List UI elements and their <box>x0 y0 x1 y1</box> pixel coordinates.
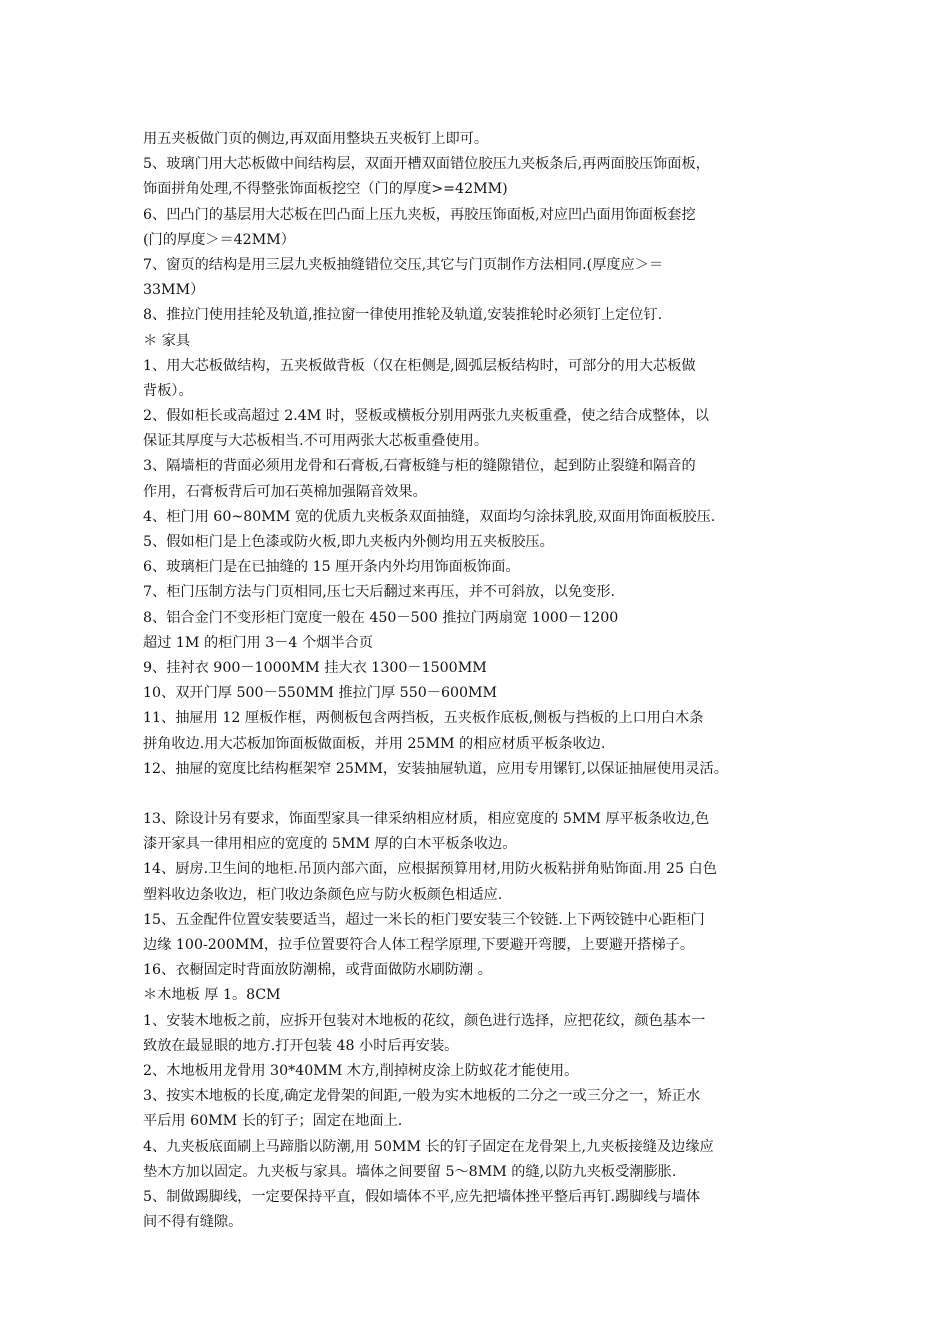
text-line: 致放在最显眼的地方.打开包装 48 小时后再安装。 <box>143 1037 459 1054</box>
text-line: 15、五金配件位置安装要适当，超过一米长的柜门要安装三个铰链.上下两铰链中心距柜门 <box>143 911 705 928</box>
text-line: 5、玻璃门用大芯板做中间结构层，双面开槽双面错位胶压九夹板条后,再两面胶压饰面板， <box>143 156 710 173</box>
text-line: 5、假如柜门是上色漆或防火板,即九夹板内外侧均用五夹板胶压。 <box>143 534 554 550</box>
text-line: 4、九夹板底面刷上马蹄脂以防潮,用 50MM 长的钉子固定在龙骨架上,九夹板接缝及边缘应 <box>143 1138 714 1155</box>
text-line: (门的厚度＞＝42MM） <box>143 231 295 248</box>
text-line: 1、用大芯板做结构，五夹板做背板（仅在柜侧是,圆弧层板结构时，可部分的用大芯板做 <box>143 357 696 374</box>
text-line: 拼角收边.用大芯板加饰面板做面板，并用 25MM 的相应材质平板条收边. <box>143 735 606 752</box>
section-heading-furniture: ＊ 家具 <box>143 332 191 349</box>
document-body <box>143 127 823 1235</box>
text-line: 2、木地板用龙骨用 30*40MM 木方,削掉树皮涂上防蚁花才能使用。 <box>143 1062 579 1079</box>
text-line: 7、柜门压制方法与门页相同,压七天后翻过来再压，并不可斜放，以免变形. <box>143 584 616 601</box>
text-line: 漆开家具一律用相应的宽度的 5MM 厚的白木平板条收边。 <box>143 836 517 853</box>
text-line: 4、柜门用 60~80MM 宽的优质九夹板条双面抽缝，双面均匀涂抹乳胶,双面用饰面板胶压. <box>143 508 716 525</box>
text-line: 背板）。 <box>143 382 193 399</box>
text-line: 14、厨房.卫生间的地柜.吊顶内部六面，应根据预算用材,用防火板粘拼角贴饰面.用 25 白色 <box>143 861 717 878</box>
text-line: 33MM） <box>143 282 205 299</box>
text-line: 间不得有缝隙。 <box>143 1214 243 1231</box>
text-line: 边缘 100-200MM，拉手位置要符合人体工程学原理,下要避开弯腰，上要避开搭梯子。 <box>143 937 695 953</box>
text-line: 垫木方加以固定。九夹板与家具。墙体之间要留 5～8MM 的缝,以防九夹板受潮膨胀. <box>143 1163 677 1180</box>
blank-line <box>143 782 823 807</box>
text-line: 平后用 60MM 长的钉子；固定在地面上. <box>143 1113 403 1130</box>
text-line: 5、制做踢脚线，一定要保持平直，假如墙体不平,应先把墙体挫平整后再钉.踢脚线与墙体 <box>143 1188 701 1205</box>
section-heading-wood-floor: ＊木地板 厚 1。8CM <box>143 987 281 1004</box>
text-line: 1、安装木地板之前，应拆开包装对木地板的花纹，颜色进行选择，应把花纹，颜色基本一 <box>143 1012 706 1029</box>
text-line: 3、隔墙柜的背面必须用龙骨和石膏板,石膏板缝与柜的缝隙错位，起到防止裂缝和隔音的 <box>143 458 696 475</box>
text-line: 6、玻璃柜门是在已抽缝的 15 厘开条内外均用饰面板饰面。 <box>143 559 520 576</box>
text-line: 12、抽屉的宽度比结构框架窄 25MM，安装抽屉轨道，应用专用镙钉,以保证抽屉使用灵活。 <box>143 760 728 777</box>
text-line: 超过 1M 的柜门用 3－4 个烟半合页 <box>143 634 373 651</box>
text-line: 3、按实木地板的长度,确定龙骨架的间距,一般为实木地板的二分之一或三分之一，矫正水 <box>143 1088 701 1105</box>
text-line: 11、抽屉用 12 厘板作框，两侧板包含两挡板，五夹板作底板,侧板与挡板的上口用白木条 <box>143 710 704 727</box>
text-line: 8、推拉门使用挂轮及轨道,推拉窗一律使用推轮及轨道,安装推轮时必须钉上定位钉. <box>143 307 663 324</box>
text-line: 6、凹凸门的基层用大芯板在凹凸面上压九夹板，再胶压饰面板,对应凹凸面用饰面板套挖 <box>143 206 696 223</box>
text-line: 塑料收边条收边，柜门收边条颜色应与防火板颜色相适应. <box>143 886 503 903</box>
text-line: 10、双开门厚 500－550MM 推拉门厚 550－600MM <box>143 685 498 702</box>
text-line: 2、假如柜长或高超过 2.4M 时，竖板或横板分别用两张九夹板重叠，使之结合成整体，以 <box>143 408 709 425</box>
text-line: 7、窗页的结构是用三层九夹板抽缝错位交压,其它与门页制作方法相同.(厚度应＞＝ <box>143 256 664 273</box>
text-line: 作用，石膏板背后可加石英棉加强隔音效果。 <box>143 483 427 500</box>
text-line: 饰面拼角处理,不得整张饰面板挖空（门的厚度>=42MM) <box>143 181 508 198</box>
text-line: 保证其厚度与大芯板相当.不可用两张大芯板重叠使用。 <box>143 433 489 450</box>
text-line: 16、衣橱固定时背面放防潮棉，或背面做防水刷防潮 。 <box>143 962 492 979</box>
text-line: 8、铝合金门不变形柜门宽度一般在 450－500 推拉门两扇宽 1000－1200 <box>143 609 619 626</box>
text-line: 13、除设计另有要求，饰面型家具一律采纳相应材质，相应宽度的 5MM 厚平板条收边,色 <box>143 811 710 828</box>
text-line: 9、挂衬衣 900－1000MM 挂大衣 1300－1500MM <box>143 659 487 676</box>
text-line: 用五夹板做门页的侧边,再双面用整块五夹板钉上即可。 <box>143 131 489 147</box>
